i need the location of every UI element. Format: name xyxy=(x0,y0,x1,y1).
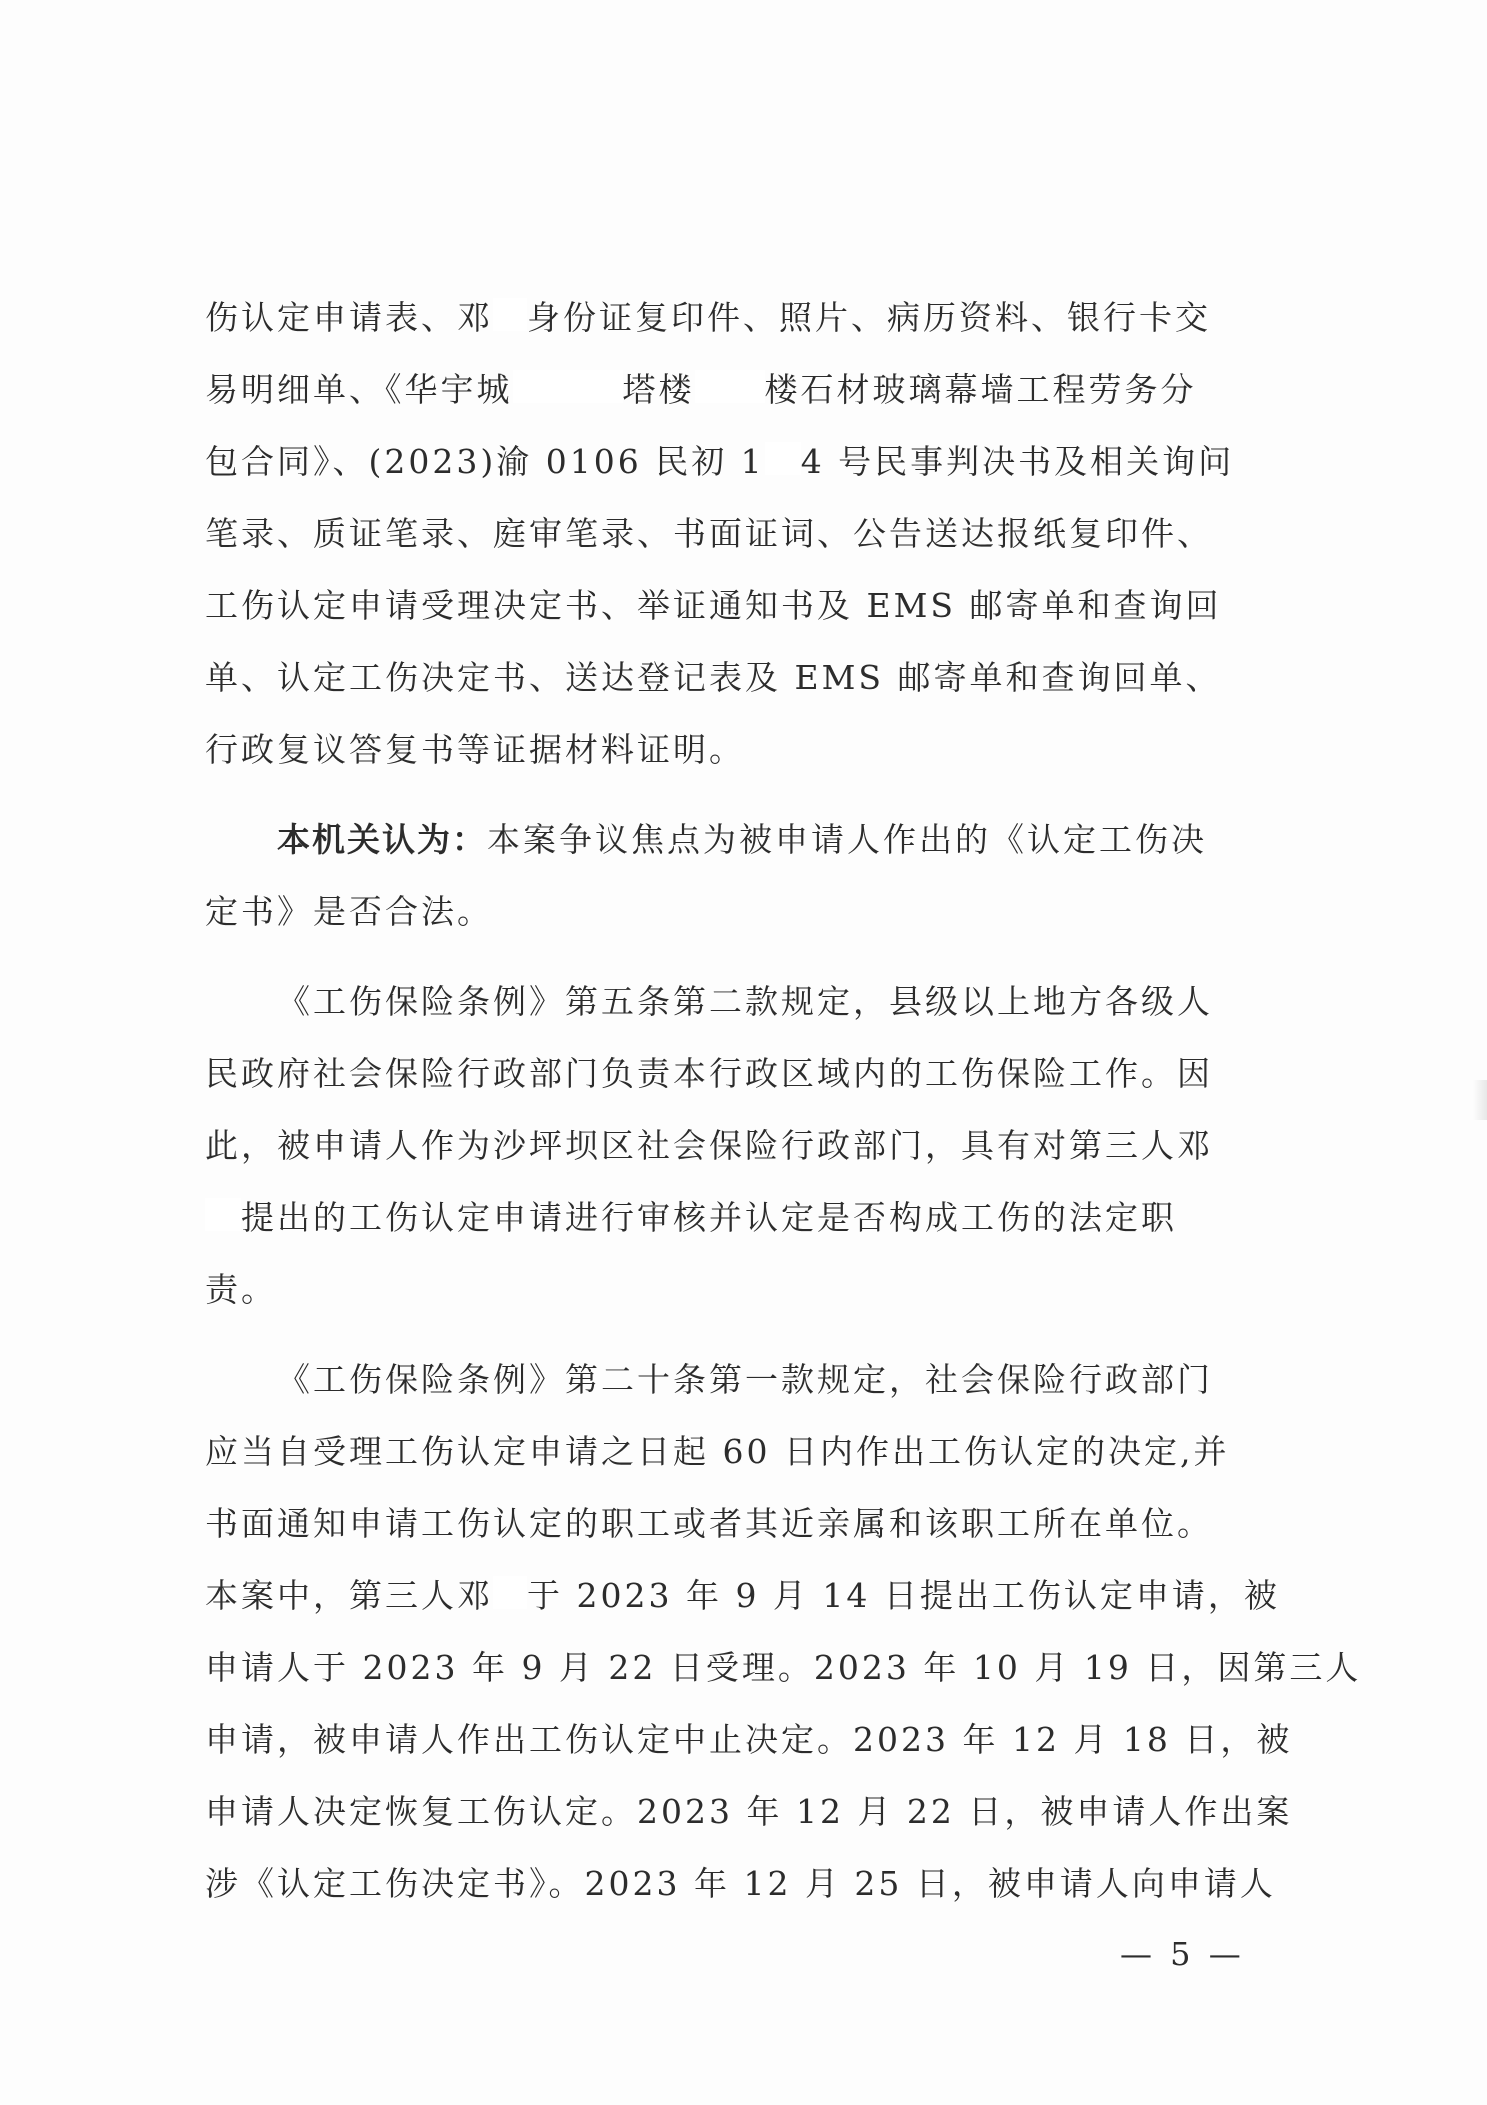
text-line: 工伤认定申请受理决定书、举证通知书及 EMS 邮寄单和查询回 xyxy=(205,586,1222,625)
text-line xyxy=(205,282,1300,354)
text-line: 笔录、质证笔录、庭审笔录、书面证词、公告送达报纸复印件、 xyxy=(205,514,1213,553)
paragraph-article-5 xyxy=(205,966,1300,1326)
text-line: 《工伤保险条例》第五条第二款规定，县级以上地方各级人 xyxy=(277,982,1213,1021)
paragraph-article-20 xyxy=(205,1344,1362,1920)
paragraph-gap xyxy=(205,1326,1300,1344)
text-line: 民政府社会保险行政部门负责本行政区域内的工伤保险工作。因 xyxy=(205,1054,1213,1093)
text-segment: 塔楼 xyxy=(622,370,695,409)
redaction-block xyxy=(493,298,527,331)
paragraph-gap xyxy=(205,786,1300,804)
text-line: 此，被申请人作为沙坪坝区社会保险行政部门，具有对第三人邓 xyxy=(205,1126,1213,1165)
text-line: 申请，被申请人作出工伤认定中止决定。2023 年 12 月 18 日，被 xyxy=(205,1720,1293,1759)
text-segment: 包合同》、(2023)渝 0106 民初 1 xyxy=(205,442,765,481)
text-segment: 4 号民事判决书及相关询问 xyxy=(800,442,1235,481)
text-segment: 楼石材玻璃幕墙工程劳务分 xyxy=(764,370,1197,409)
text-line: 单、认定工伤决定书、送达登记表及 EMS 邮寄单和查询回单、 xyxy=(205,658,1222,697)
text-line xyxy=(205,1560,1300,1632)
text-line: 行政复议答复书等证据材料证明。 xyxy=(205,730,745,769)
redaction-block xyxy=(493,1576,527,1609)
text-segment: 本案争议焦点为被申请人作出的《认定工伤决 xyxy=(487,820,1207,859)
text-segment: 于 2023 年 9 月 14 日提出工伤认定申请，被 xyxy=(527,1576,1280,1615)
text-line: 书面通知申请工伤认定的职工或者其近亲属和该职工所在单位。 xyxy=(205,1504,1213,1543)
paragraph-evidence xyxy=(205,282,1300,786)
text-line: 责。 xyxy=(205,1270,277,1309)
page-number: — 5 — xyxy=(1120,1935,1245,1973)
text-line xyxy=(205,804,1300,876)
redaction-block xyxy=(513,370,623,403)
text-line: 定书》是否合法。 xyxy=(205,892,493,931)
text-segment: 提出的工伤认定申请进行审核并认定是否构成工伤的法定职 xyxy=(241,1198,1177,1237)
text-segment: 伤认定申请表、邓 xyxy=(205,298,493,337)
redaction-block xyxy=(765,442,801,475)
text-line: 《工伤保险条例》第二十条第一款规定，社会保险行政部门 xyxy=(277,1360,1213,1399)
paragraph-gap xyxy=(205,948,1300,966)
text-line xyxy=(205,354,1300,426)
opinion-lead: 本机关认为： xyxy=(277,820,487,859)
text-segment: 身份证复印件、照片、病历资料、银行卡交 xyxy=(527,298,1211,337)
scan-edge-mark xyxy=(1473,1080,1487,1120)
text-segment: 易明细单、《华宇城 xyxy=(205,370,513,409)
redaction-block xyxy=(205,1198,241,1231)
text-line xyxy=(205,426,1300,498)
text-line xyxy=(205,1182,1300,1254)
text-line: 涉《认定工伤决定书》。2023 年 12 月 25 日，被申请人向申请人 xyxy=(205,1864,1276,1903)
text-segment: 本案中，第三人邓 xyxy=(205,1576,493,1615)
text-line: 申请人于 2023 年 9 月 22 日受理。2023 年 10 月 19 日，因第三人 xyxy=(205,1648,1362,1687)
text-line: 申请人决定恢复工伤认定。2023 年 12 月 22 日，被申请人作出案 xyxy=(205,1792,1293,1831)
text-line: 应当自受理工伤认定申请之日起 60 日内作出工伤认定的决定,并 xyxy=(205,1432,1230,1471)
document-body xyxy=(205,282,1362,1920)
paragraph-opinion xyxy=(205,804,1300,948)
redaction-block xyxy=(695,370,765,403)
